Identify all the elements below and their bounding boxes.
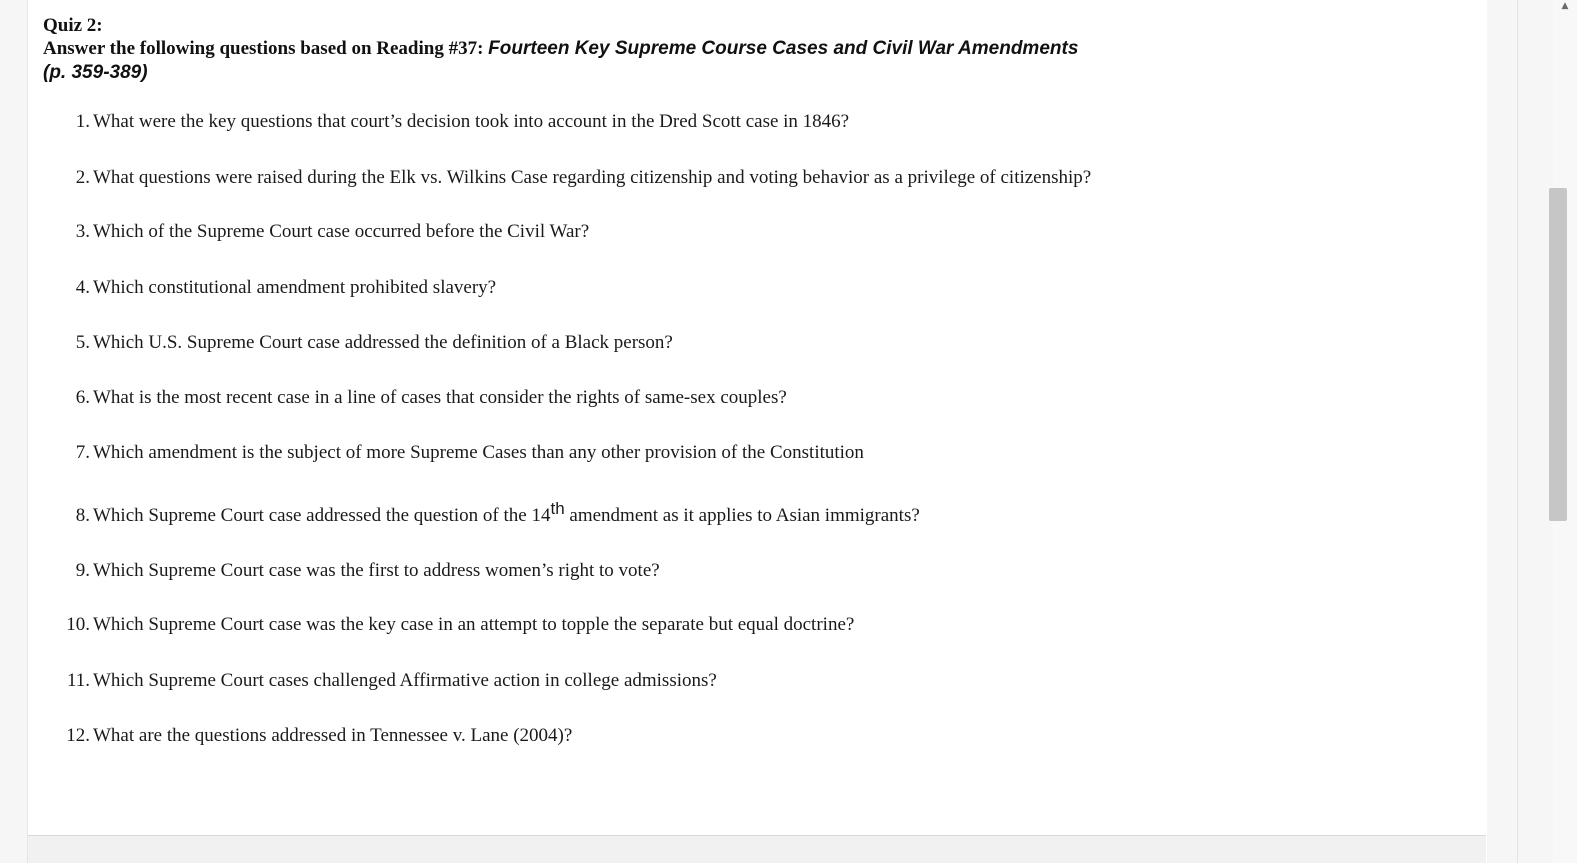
ordinal-superscript: th [550,499,565,518]
question-number: 1. [75,111,90,132]
question-number: 6. [75,387,90,408]
question-number: 8. [75,505,90,526]
question-text: Which Supreme Court cases challenged Affirmative action in college admissions? [93,670,717,691]
question-text [93,499,920,527]
reading-title: Fourteen Key Supreme Course Cases and Civil War Amendments [488,38,1079,59]
question-text: Which U.S. Supreme Court case addressed the definition of a Black person? [93,332,673,353]
quiz-instruction [43,38,1078,60]
question-text: What is the most recent case in a line of cases that consider the rights of same-sex couples? [93,387,787,408]
question-text: Which of the Supreme Court case occurred before the Civil War? [93,221,590,242]
question-number: 3. [75,221,90,242]
question-text: Which Supreme Court case was the first to address women’s right to vote? [93,560,660,581]
right-margin [1487,0,1553,863]
question-text: Which Supreme Court case was the key case in an attempt to topple the separate but equal doctrine? [93,614,855,635]
quiz-title: Quiz 2: [43,15,103,36]
question-text: What are the questions addressed in Tennessee v. Lane (2004)? [93,725,573,746]
left-margin [0,0,28,863]
question-number: 4. [75,277,90,298]
scroll-up-arrow-icon[interactable]: ▲ [1561,1,1569,11]
reading-pages: (p. 359-389) [43,62,148,83]
question-number: 10. [66,614,90,635]
question-text-part: amendment as it applies to Asian immigrants? [564,505,920,526]
margin-divider [1517,0,1518,863]
question-text: Which constitutional amendment prohibited slavery? [93,277,497,298]
question-number: 12. [66,725,90,746]
question-text: What questions were raised during the Elk vs. Wilkins Case regarding citizenship and voting behavior as a privilege of citizenship? [93,167,1092,188]
question-number: 5. [75,332,90,353]
question-number: 9. [75,560,90,581]
question-text-part: Which Supreme Court case addressed the question of the 14 [93,505,551,526]
instruction-prefix: Answer the following questions based on Reading #37: [43,38,489,59]
question-number: 2. [75,167,90,188]
question-text: What were the key questions that court’s decision took into account in the Dred Scott case in 1846? [93,111,850,132]
question-number: 11. [66,670,90,691]
question-number: 7. [75,442,90,463]
bottom-panel [28,835,1486,863]
question-text: Which amendment is the subject of more Supreme Cases than any other provision of the Constitution [93,442,864,463]
scrollbar-thumb[interactable] [1549,188,1567,521]
